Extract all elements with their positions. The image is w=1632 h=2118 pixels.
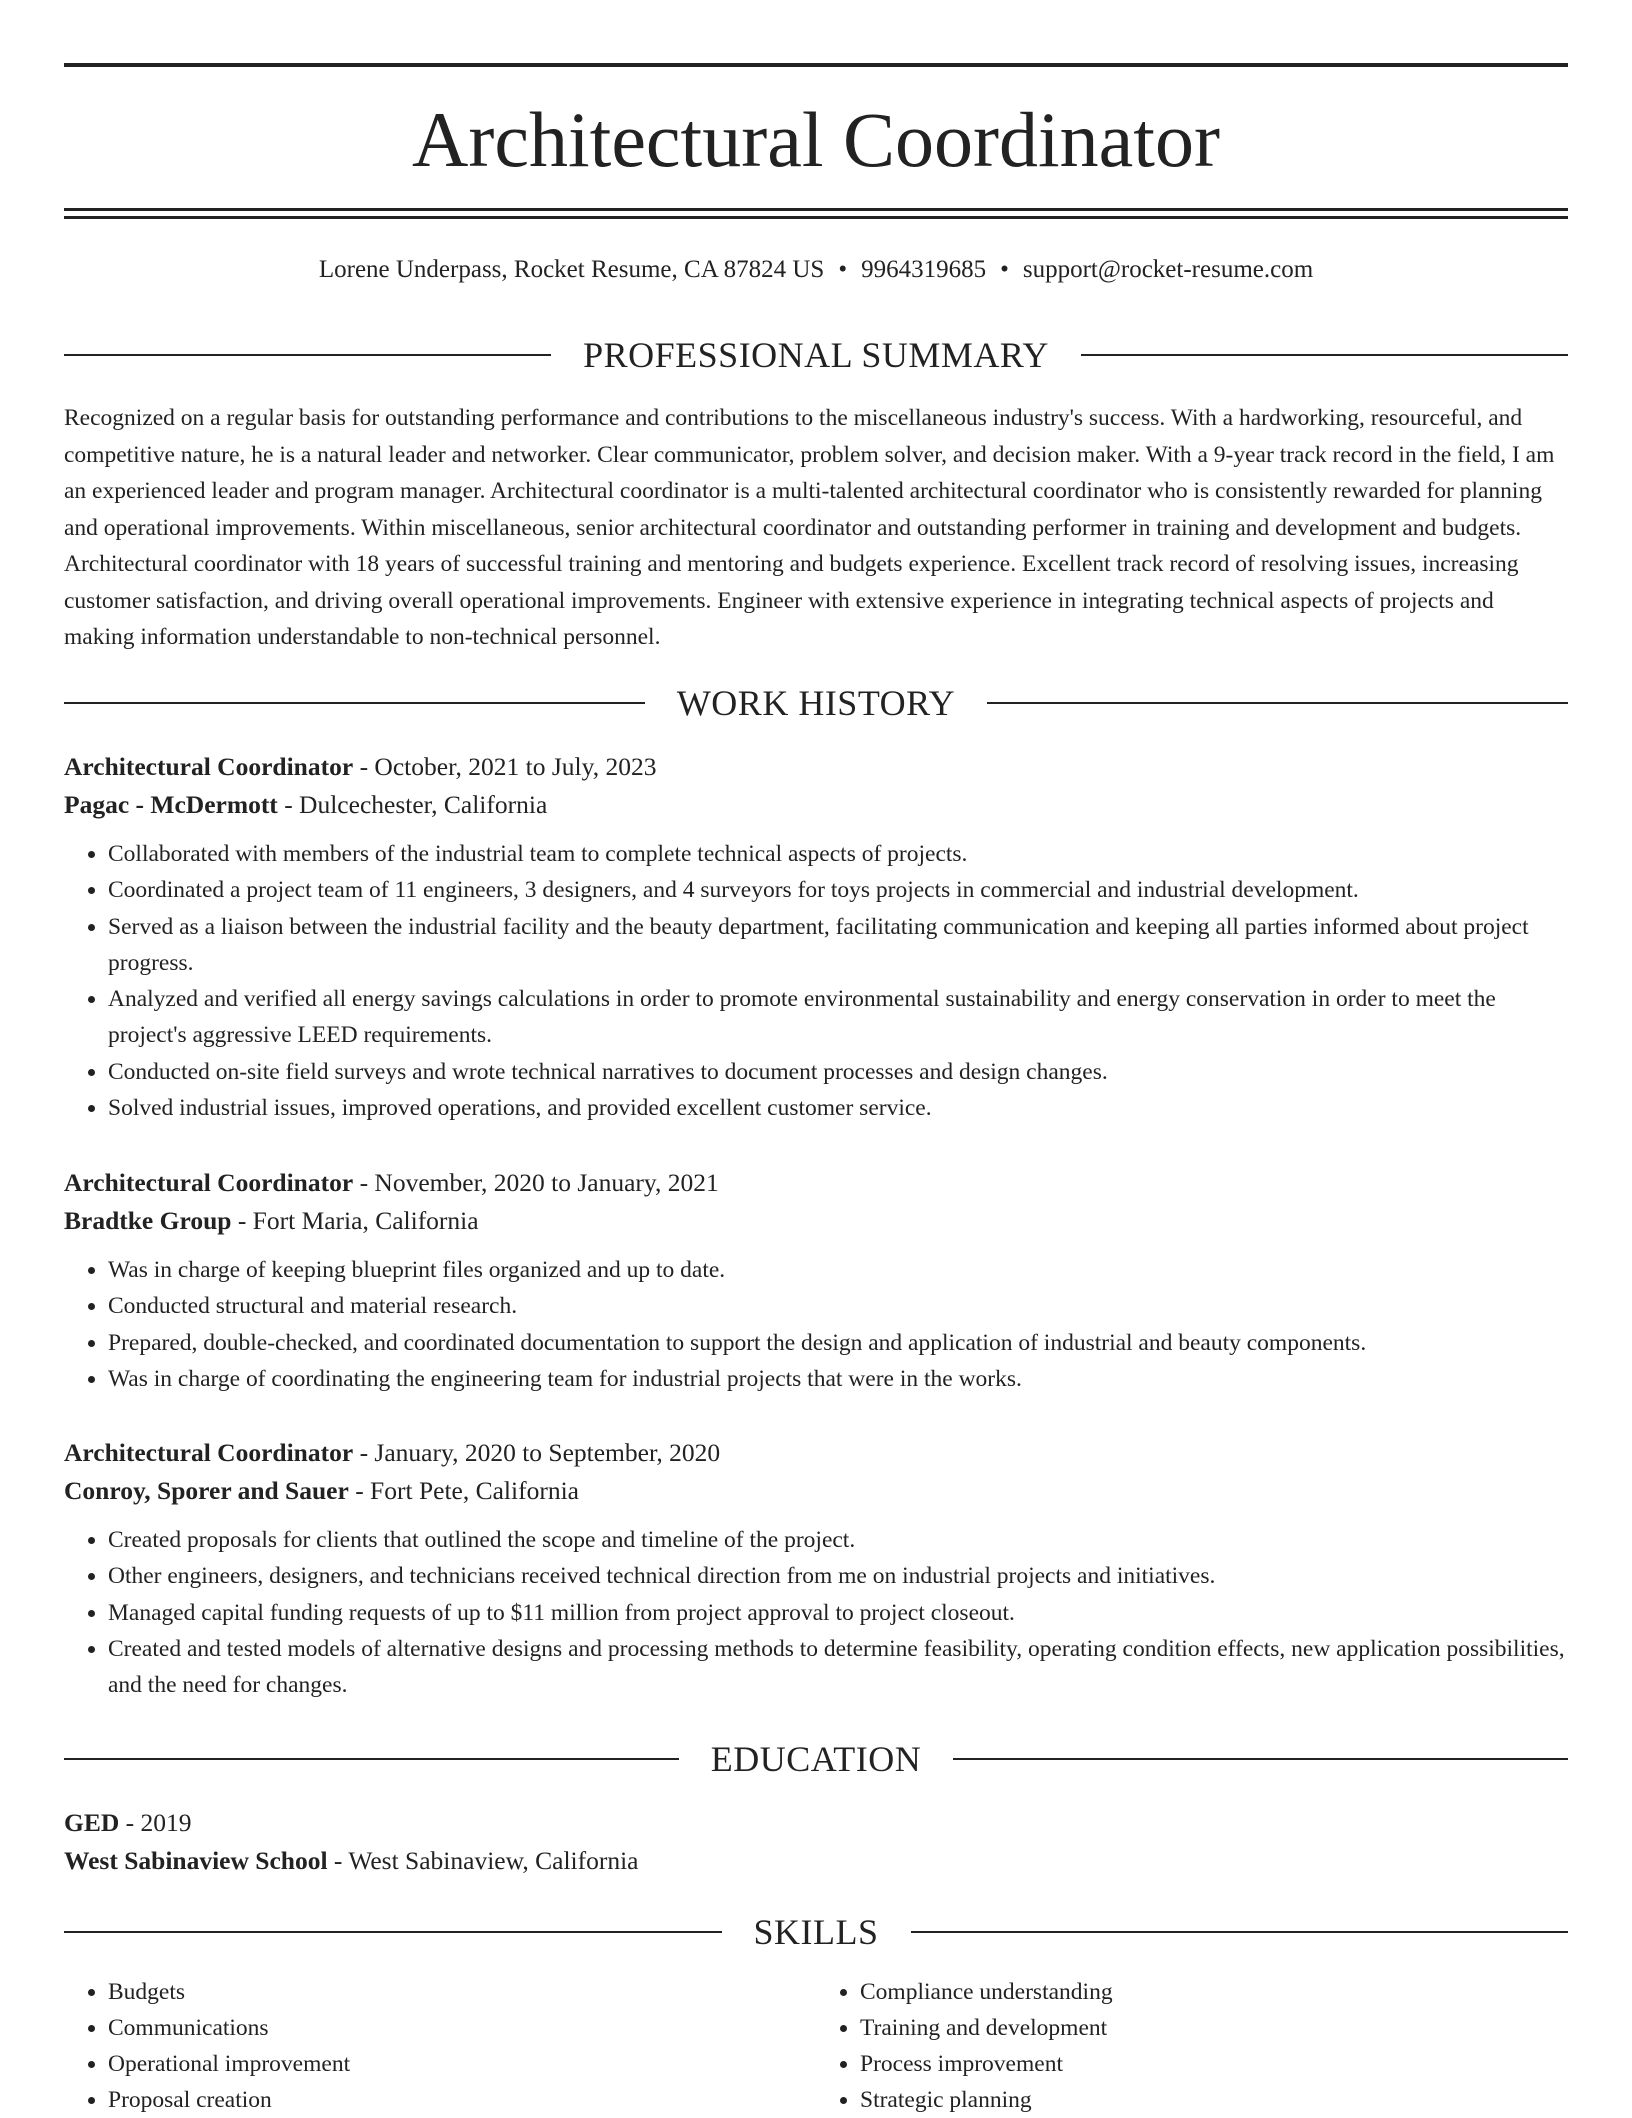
contact-email: support@rocket-resume.com [1022,256,1314,283]
section-title: WORK HISTORY [676,683,956,723]
section-rule [64,1758,679,1760]
list-item: • Collaborated with members of the industrial team to complete technical aspects of projects. [108,836,1568,872]
list-item: • Was in charge of keeping blueprint files organized and up to date. [108,1252,1568,1288]
job-role: Architectural Coordinator [64,752,354,781]
contact-address: Lorene Underpass, Rocket Resume, CA 87824 US [318,256,825,283]
job-company: Bradtke Group [64,1206,232,1235]
job-dates: - January, 2020 to September, 2020 [353,1438,721,1467]
list-item: • Served as a liaison between the industrial facility and the beauty department, facilitating communication and keeping all parties informed about project progress. [108,909,1568,982]
job-dates: - October, 2021 to July, 2023 [353,752,657,781]
list-item: • Analyzed and verified all energy savings calculations in order to promote environmental sustainability and energy conservation in order to meet the project's aggressive LEED requirements. [108,981,1568,1054]
job-company-line [64,1202,1568,1240]
skills-list [64,1974,1568,2118]
title-double-rule [64,208,1568,219]
job-company: Pagac - McDermott [64,790,278,819]
job-company-line [64,1472,1568,1510]
skill-item: • Communications [108,2010,816,2046]
section-title: SKILLS [753,1912,879,1952]
skill-item: • Training and development [860,2010,1568,2046]
list-item: • Conducted on-site field surveys and wrote technical narratives to document processes and design changes. [108,1054,1568,1090]
section-header-work [64,681,1568,725]
job-title-line [64,1164,1568,1202]
skill-item: • Compliance understanding [860,1974,1568,2010]
education-school-line [64,1842,1568,1880]
section-rule [64,1931,722,1933]
education-year: - 2019 [119,1808,192,1837]
job-title-line [64,748,1568,786]
section-header-education [64,1737,1568,1781]
job-entry [64,1164,1568,1397]
top-rule [64,63,1568,67]
job-location: - Fort Maria, California [231,1206,479,1235]
section-title: EDUCATION [710,1739,922,1779]
section-rule [987,702,1568,704]
list-item: • Prepared, double-checked, and coordinated documentation to support the design and application of industrial and beauty components. [108,1325,1568,1361]
job-bullets [64,1522,1568,1703]
resume-title: Architectural Coordinator [412,96,1220,183]
section-rule [953,1758,1568,1760]
job-role: Architectural Coordinator [64,1438,354,1467]
list-item: • Created and tested models of alternative designs and processing methods to determine feasibility, operating condition effects, new application possibilities, and the need for changes. [108,1631,1568,1704]
contact-separator: • [1000,256,1009,283]
contact-phone: 9964319685 [861,256,987,283]
section-header-summary [64,333,1568,377]
job-company: Conroy, Sporer and Sauer [64,1476,349,1505]
summary-text: Recognized on a regular basis for outstanding performance and contributions to the miscellaneous industry's success. With a hardworking, resourceful, and competitive nature, he is a natural leader and networker. Clear communicator, problem solver, and decision maker. With a 9-year track record in the field, I am an experienced leader and program manager. Architectural coordinator is a multi-talented architectural coordinator who is consistently rewarded for planning and operational improvements. Within miscellaneous, senior architectural coordinator and outstanding performer in training and development and budgets. Architectural coordinator with 18 years of successful training and mentoring and budgets experience. Excellent track record of resolving issues, increasing customer satisfaction, and driving overall operational improvements. Engineer with extensive experience in integrating technical aspects of projects and making information understandable to non-technical personnel. [64,405,1555,650]
job-bullets [64,836,1568,1126]
list-item: • Solved industrial issues, improved operations, and provided excellent customer service. [108,1090,1568,1126]
job-location: - Dulcechester, California [277,790,548,819]
job-title-line [64,1434,1568,1472]
list-item: • Managed capital funding requests of up to $11 million from project approval to project closeout. [108,1595,1568,1631]
education-degree: GED [64,1808,120,1837]
education-degree-line [64,1804,1568,1842]
job-bullets [64,1252,1568,1397]
job-dates: - November, 2020 to January, 2021 [353,1168,719,1197]
skill-item: • Proposal creation [108,2082,816,2118]
skills-column-left [64,1974,816,2118]
section-rule [64,354,551,356]
section-rule [1081,354,1568,356]
list-item: • Other engineers, designers, and technicians received technical direction from me on industrial projects and initiatives. [108,1558,1568,1594]
skill-item: • Strategic planning [860,2082,1568,2118]
education-entry [64,1804,1568,1880]
skills-column-right [816,1974,1568,2118]
education-school: West Sabinaview School [64,1846,328,1875]
skill-item: • Budgets [108,1974,816,2010]
job-company-line [64,786,1568,824]
education-location: - West Sabinaview, California [327,1846,639,1875]
job-entry [64,1434,1568,1703]
job-location: - Fort Pete, California [348,1476,579,1505]
job-role: Architectural Coordinator [64,1168,354,1197]
section-rule [64,702,645,704]
list-item: • Was in charge of coordinating the engineering team for industrial projects that were in the works. [108,1361,1568,1397]
list-item: • Conducted structural and material research. [108,1288,1568,1324]
section-title: PROFESSIONAL SUMMARY [583,335,1049,375]
list-item: • Created proposals for clients that outlined the scope and timeline of the project. [108,1522,1568,1558]
section-header-skills [64,1910,1568,1954]
skill-item: • Operational improvement [108,2046,816,2082]
contact-separator: • [838,256,848,283]
section-rule [911,1931,1569,1933]
job-entry [64,748,1568,1126]
contact-line [64,252,1568,288]
list-item: • Coordinated a project team of 11 engineers, 3 designers, and 4 surveyors for toys projects in commercial and industrial development. [108,872,1568,908]
skill-item: • Process improvement [860,2046,1568,2082]
